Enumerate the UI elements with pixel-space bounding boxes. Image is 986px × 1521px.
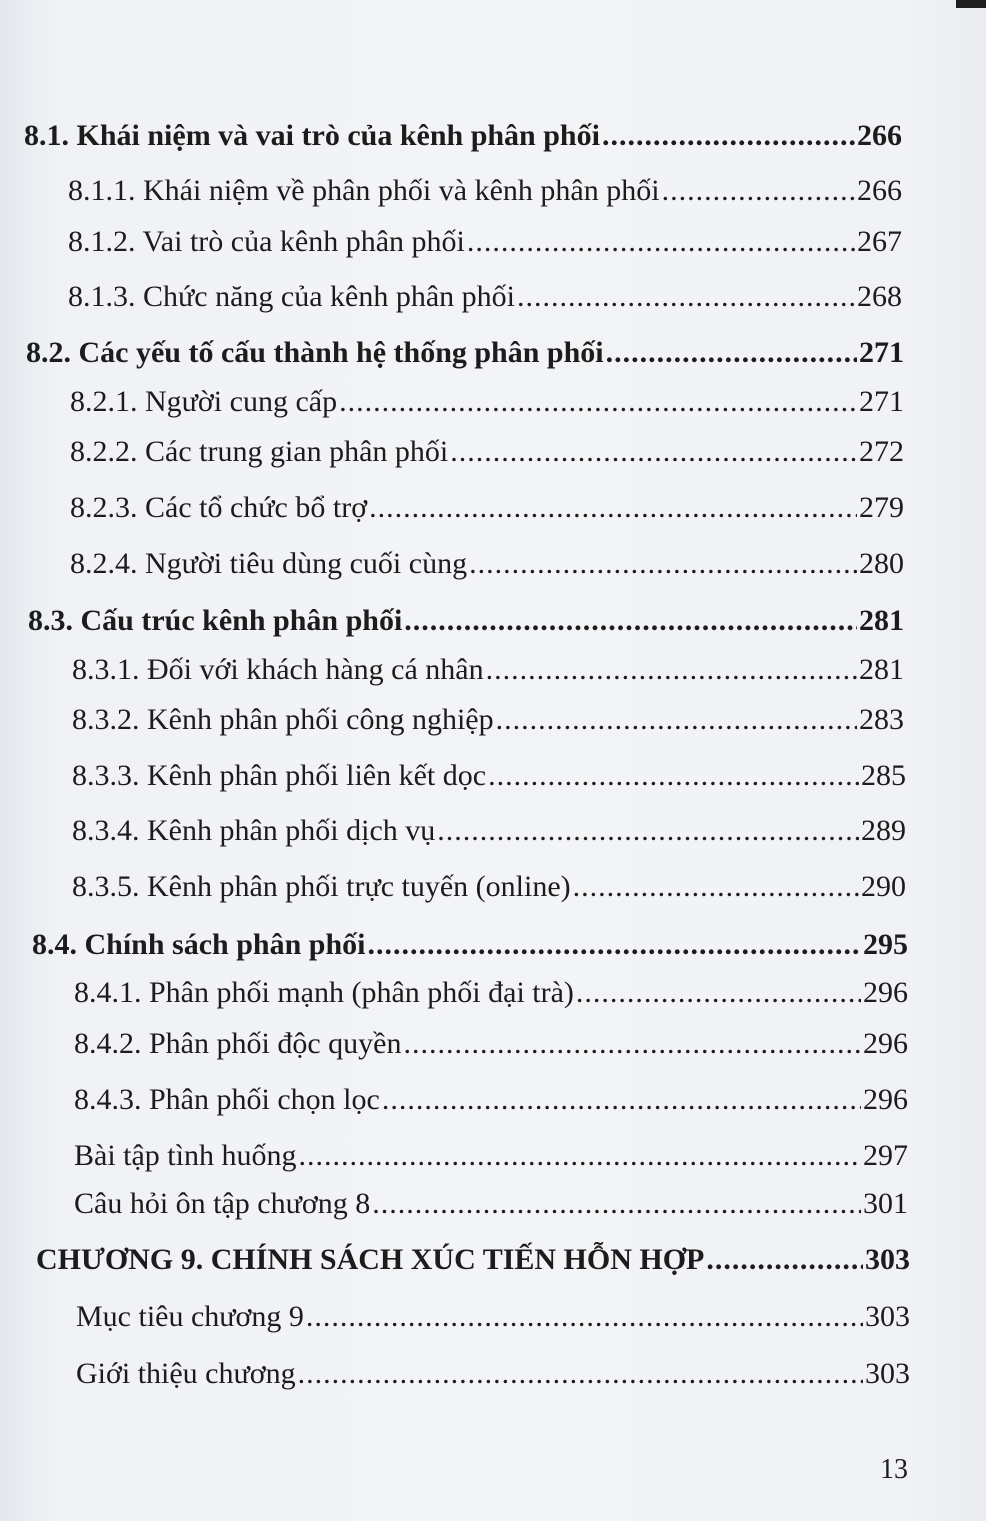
dot-leader bbox=[404, 601, 857, 641]
toc-entry-page: 280 bbox=[859, 547, 904, 580]
toc-entry-page: 295 bbox=[863, 928, 908, 961]
toc-entry-label: Mục tiêu chương 9 bbox=[76, 1300, 304, 1333]
toc-entry-page: 289 bbox=[861, 814, 906, 847]
toc-entry bbox=[74, 1136, 908, 1176]
toc-entry bbox=[74, 1024, 908, 1064]
toc-entry-page: 303 bbox=[865, 1300, 910, 1333]
dot-leader bbox=[298, 1136, 861, 1176]
dot-leader bbox=[339, 382, 857, 422]
toc-entry bbox=[74, 973, 908, 1013]
toc-entry-page: 301 bbox=[863, 1187, 908, 1220]
dot-leader bbox=[517, 277, 855, 317]
toc-entry bbox=[76, 1297, 910, 1337]
page-number: 13 bbox=[880, 1454, 908, 1485]
toc-entry-page: 266 bbox=[857, 174, 902, 207]
dot-leader bbox=[403, 1024, 861, 1064]
toc-entry-label: 8.2.4. Người tiêu dùng cuối cùng bbox=[70, 547, 468, 580]
toc-entry bbox=[74, 1184, 908, 1224]
toc-entry-label: 8.4.1. Phân phối mạnh (phân phối đại trà) bbox=[74, 976, 574, 1009]
dot-leader bbox=[467, 222, 855, 262]
toc-entry-label: CHƯƠNG 9. CHÍNH SÁCH XÚC TIẾN HỖN HỢP bbox=[36, 1243, 705, 1276]
toc-entry bbox=[68, 171, 902, 211]
toc-entry bbox=[26, 333, 904, 373]
toc-entry-label: 8.1.1. Khái niệm về phân phối và kênh phân phối bbox=[68, 174, 660, 207]
toc-entry-page: 271 bbox=[859, 336, 904, 369]
toc-entry bbox=[24, 116, 902, 156]
toc-entry-page: 267 bbox=[857, 225, 902, 258]
toc-entry-label: 8.3.4. Kênh phân phối dịch vụ bbox=[72, 814, 436, 847]
toc-entry-label: 8.1.3. Chức năng của kênh phân phối bbox=[68, 280, 515, 313]
toc-entry bbox=[72, 650, 904, 690]
dot-leader bbox=[576, 973, 861, 1013]
dot-leader bbox=[369, 488, 857, 528]
dot-leader bbox=[368, 925, 862, 965]
dot-leader bbox=[306, 1297, 863, 1337]
dot-leader bbox=[469, 544, 857, 584]
toc-entry-label: 8.4. Chính sách phân phối bbox=[32, 928, 366, 961]
toc-entry-label: 8.3.1. Đối với khách hàng cá nhân bbox=[72, 653, 484, 686]
toc-entry-page: 296 bbox=[863, 1083, 908, 1116]
dot-leader bbox=[437, 811, 859, 851]
dot-leader bbox=[662, 171, 855, 211]
toc-entry-page: 283 bbox=[859, 703, 904, 736]
toc-entry-label: 8.2.3. Các tổ chức bổ trợ bbox=[70, 491, 368, 524]
toc-entry bbox=[68, 277, 902, 317]
dot-leader bbox=[606, 333, 857, 373]
toc-entry bbox=[68, 222, 902, 262]
toc-entry-page: 279 bbox=[859, 491, 904, 524]
toc-entry-page: 285 bbox=[861, 759, 906, 792]
toc-entry-label: 8.1. Khái niệm và vai trò của kênh phân phối bbox=[24, 119, 600, 152]
toc-entry-page: 268 bbox=[857, 280, 902, 313]
toc-entry-page: 303 bbox=[865, 1243, 910, 1276]
toc-entry-label: 8.2. Các yếu tố cấu thành hệ thống phân phối bbox=[26, 336, 604, 369]
toc-entry bbox=[74, 1080, 908, 1120]
toc-entry-label: 8.3.5. Kênh phân phối trực tuyến (online) bbox=[72, 870, 571, 903]
dot-leader bbox=[496, 700, 857, 740]
toc-entry-label: 8.2.1. Người cung cấp bbox=[70, 385, 338, 418]
toc-entry bbox=[72, 756, 906, 796]
toc-entry-page: 281 bbox=[859, 604, 904, 637]
toc-entry-page: 271 bbox=[859, 385, 904, 418]
toc-entry-label: Giới thiệu chương bbox=[76, 1357, 296, 1390]
dot-leader bbox=[706, 1240, 863, 1280]
toc-entry-label: 8.1.2. Vai trò của kênh phân phối bbox=[68, 225, 465, 258]
toc-entry-page: 272 bbox=[859, 435, 904, 468]
dot-leader bbox=[602, 116, 855, 156]
toc-entry-page: 296 bbox=[863, 1027, 908, 1060]
toc-entry-page: 303 bbox=[865, 1357, 910, 1390]
toc-entry bbox=[36, 1240, 910, 1280]
toc-entry bbox=[70, 432, 904, 472]
toc-entry-label: 8.4.3. Phân phối chọn lọc bbox=[74, 1083, 380, 1116]
toc-entry bbox=[70, 544, 904, 584]
toc-entry-page: 290 bbox=[861, 870, 906, 903]
toc-entry bbox=[32, 925, 908, 965]
dot-leader bbox=[382, 1080, 861, 1120]
scan-corner-mark bbox=[956, 0, 986, 8]
toc-entry-label: Câu hỏi ôn tập chương 8 bbox=[74, 1187, 371, 1220]
toc-entry-label: 8.3.2. Kênh phân phối công nghiệp bbox=[72, 703, 494, 736]
toc-entry-page: 297 bbox=[863, 1139, 908, 1172]
dot-leader bbox=[450, 432, 857, 472]
dot-leader bbox=[372, 1184, 861, 1224]
dot-leader bbox=[298, 1354, 863, 1394]
toc-entry bbox=[28, 601, 904, 641]
toc-entry-label: 8.2.2. Các trung gian phân phối bbox=[70, 435, 449, 468]
toc-entry bbox=[72, 700, 904, 740]
toc-entry bbox=[76, 1354, 910, 1394]
toc-entry-label: Bài tập tình huống bbox=[74, 1139, 297, 1172]
toc-entry-label: 8.3.3. Kênh phân phối liên kết dọc bbox=[72, 759, 487, 792]
toc-entry bbox=[72, 811, 906, 851]
dot-leader bbox=[486, 650, 857, 690]
toc-entry-page: 281 bbox=[859, 653, 904, 686]
toc-entry bbox=[70, 382, 904, 422]
toc-entry-page: 296 bbox=[863, 976, 908, 1009]
dot-leader bbox=[573, 867, 859, 907]
toc-entry-label: 8.3. Cấu trúc kênh phân phối bbox=[28, 604, 403, 637]
toc-entry bbox=[72, 867, 906, 907]
toc-entry bbox=[70, 488, 904, 528]
dot-leader bbox=[488, 756, 859, 796]
toc-entry-page: 266 bbox=[857, 119, 902, 152]
toc-entry-label: 8.4.2. Phân phối độc quyền bbox=[74, 1027, 402, 1060]
